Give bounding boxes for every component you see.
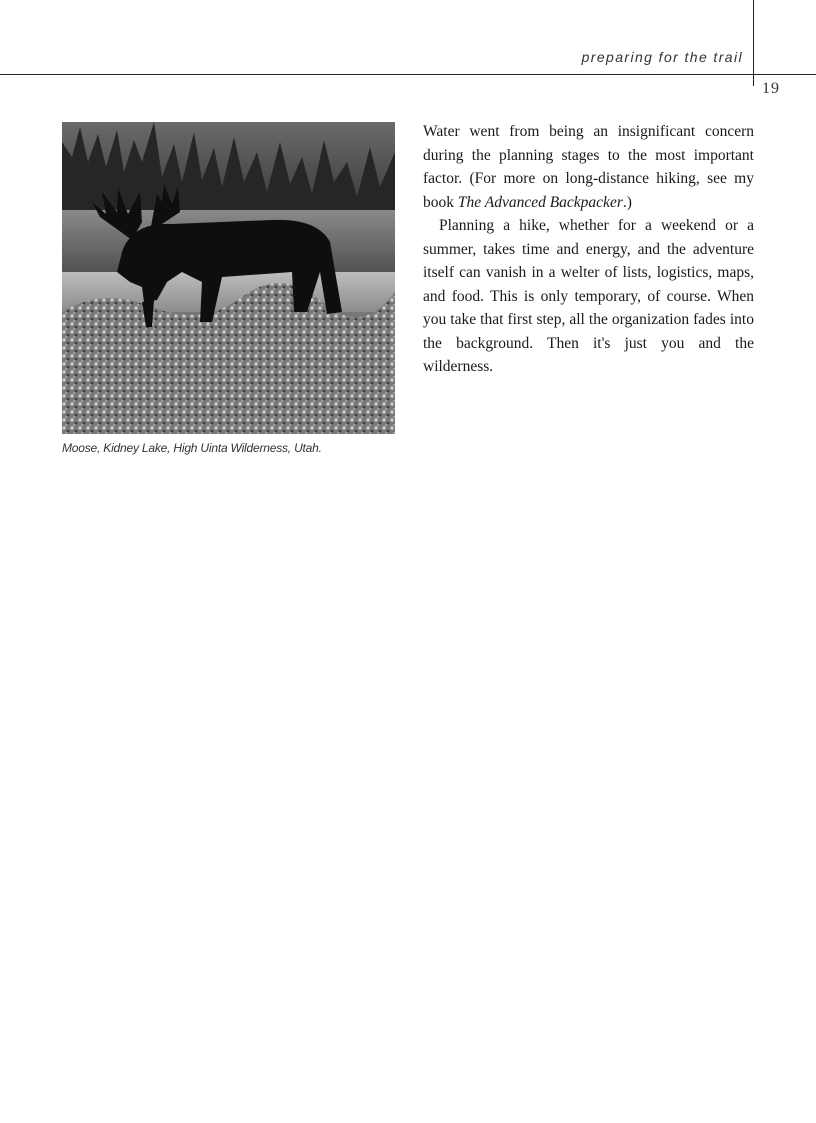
paragraph-2: Planning a hike, whether for a weekend or a summer, takes time and energy, and the adventure itself can vanish in a welter of lists, logistics, maps, and food. This is only temporary, of course. When you take that first step, all the organization fades into the background. Then it's just you and the wilderness. <box>423 217 754 375</box>
paragraph-1-text: Water went from being an insignificant concern during the planning stages to the most important factor. (For more on long-distance hiking, see my book <box>423 123 754 211</box>
body-text <box>423 120 754 379</box>
running-head: preparing for the trail <box>581 49 743 65</box>
header-rule <box>0 74 816 75</box>
paragraph-1 <box>423 120 754 214</box>
moose-photo-illustration <box>62 122 395 434</box>
page-number: 19 <box>762 80 780 97</box>
paragraph-1-end: .) <box>622 193 632 211</box>
folio-rule <box>753 0 754 86</box>
photo-caption: Moose, Kidney Lake, High Uinta Wilderness, Utah. <box>62 441 322 455</box>
moose-photo <box>62 122 395 434</box>
book-title: The Advanced Backpacker <box>457 193 623 211</box>
